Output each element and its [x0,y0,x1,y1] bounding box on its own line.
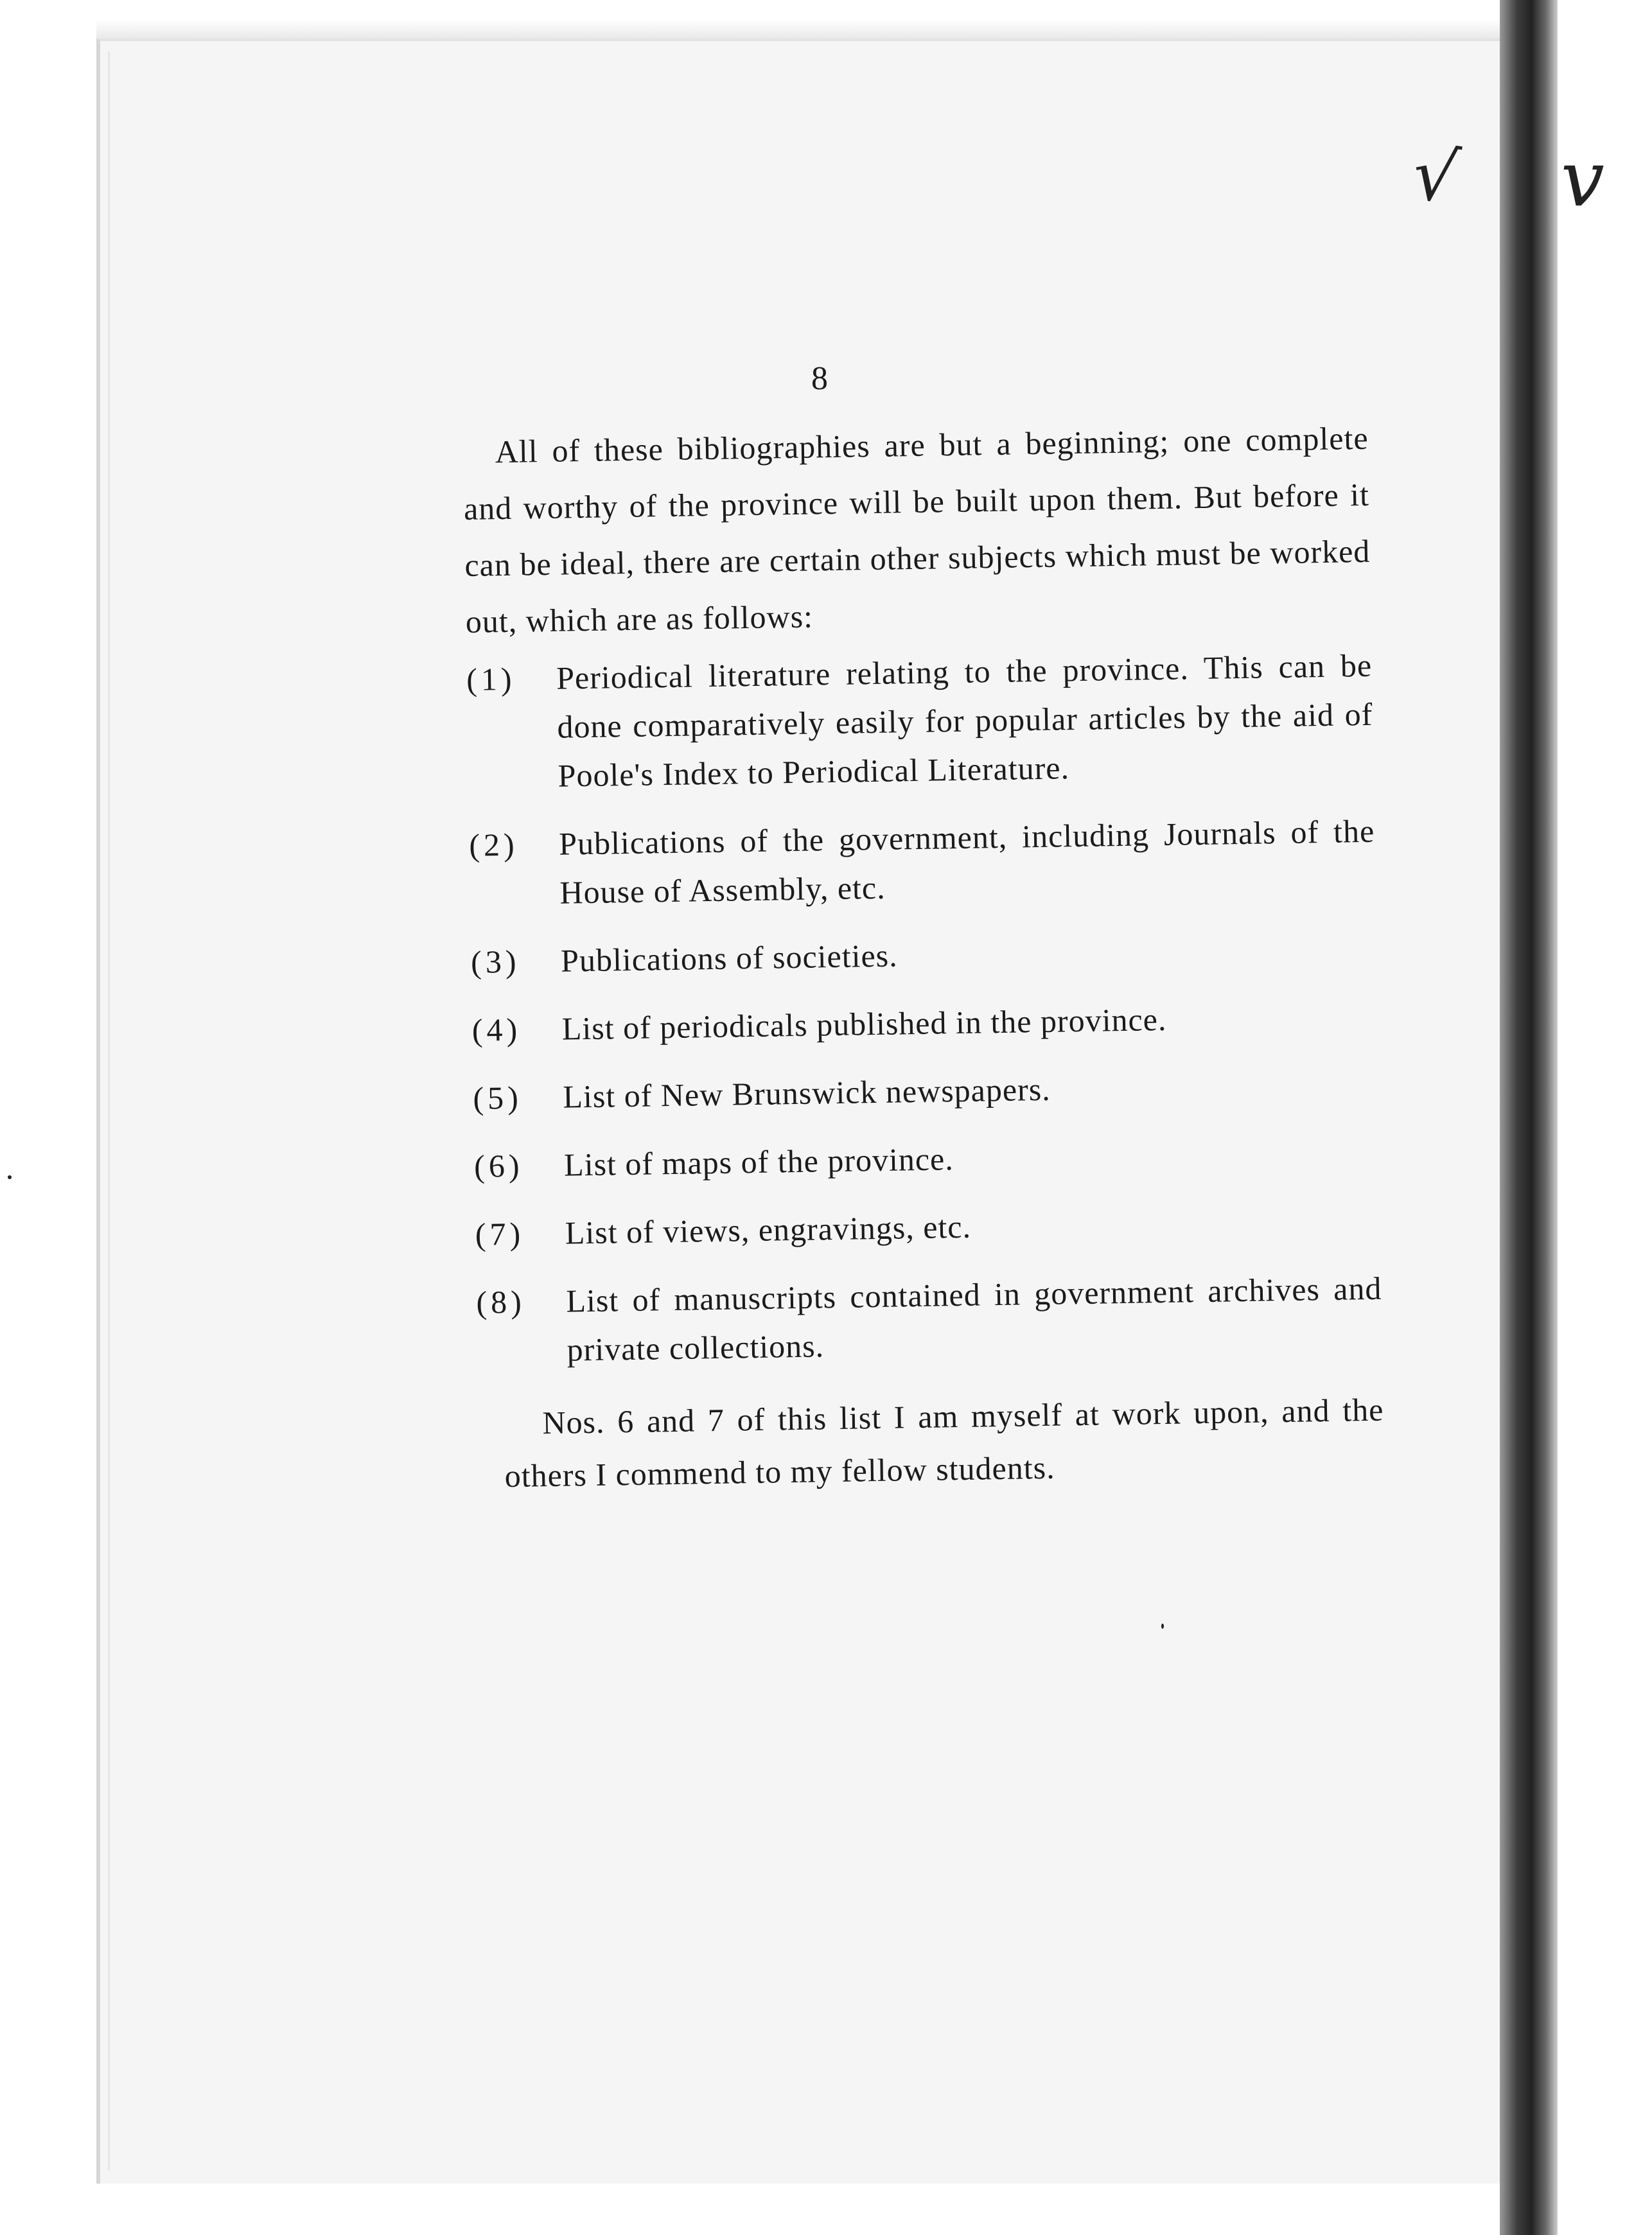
list-item-text: Publications of the government, including Journals of the House of Assembly, etc. [558,812,1375,911]
scan-speck [8,1175,12,1179]
list-item-text: List of maps of the province. [563,1141,954,1183]
list-item [474,1128,1380,1191]
list-item [475,1196,1381,1259]
list-item-number: (6) [473,1147,523,1184]
closing-paragraph: Nos. 6 and 7 of this list I am myself at work upon, and the others I commend to my fellow students. [504,1391,1384,1494]
page-body [462,410,1385,1503]
list-item-text: Publications of societies. [560,937,899,979]
list-item-number: (7) [475,1215,525,1252]
intro-paragraph: All of these bibliographies are but a beginning; one complete and worthy of the province will be built upon them. But before it can be ideal, there are certain other subjects which must be worked out, which are as follows: [463,419,1371,640]
list-item-text: List of periodicals published in the province. [561,1001,1167,1047]
list-item-number: (4) [471,1011,522,1048]
list-item [476,1264,1383,1376]
handwritten-check-mark: √ [1407,132,1464,220]
list-item-text: List of views, engravings, etc. [565,1208,972,1251]
list-item [471,924,1377,986]
binding-gutter [1500,0,1558,2235]
list-item-number: (8) [476,1283,526,1320]
list-item-text: List of manuscripts contained in government archives and private collections. [566,1270,1382,1368]
list-item [469,807,1376,918]
subject-list [466,641,1383,1376]
list-item [471,992,1378,1055]
list-item-number: (2) [468,826,519,863]
list-item-text: List of New Brunswick newspapers. [563,1071,1051,1115]
adjacent-page-margin [1558,0,1652,2235]
list-item-number: (1) [466,660,516,697]
scan-speck [1161,1624,1164,1629]
page-number: 8 [811,360,828,397]
list-item-number: (5) [473,1079,523,1116]
scan-top-shadow [96,19,1503,39]
list-item [473,1060,1379,1123]
handwritten-v-mark: v [1561,135,1604,224]
list-item-text: Periodical literature relating to the province. This can be done comparatively easily for popular articles by the aid of Poole's Index to Periodical Literature. [556,647,1373,794]
list-item-number: (3) [470,943,520,980]
list-item [466,641,1374,802]
